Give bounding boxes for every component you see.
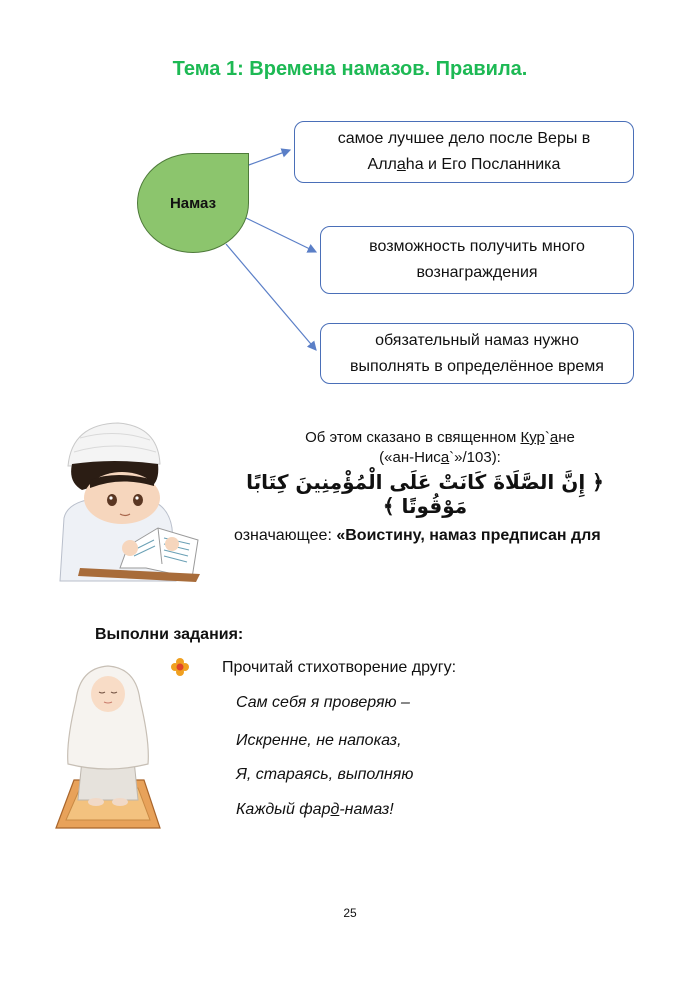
tasks-heading: Выполни задания: xyxy=(95,626,244,643)
flower-bullet-icon xyxy=(170,657,190,677)
namaz-label: Намаз xyxy=(169,194,217,212)
box1-line2-b: hа и Его Посланника xyxy=(405,156,561,173)
source-text-u: а xyxy=(440,449,450,466)
box2-line1: возможность получить много xyxy=(369,238,585,255)
box3-line1: обязательный намаз нужно xyxy=(375,331,579,349)
box1-line2-a: Алл xyxy=(367,156,397,173)
quran-intro xyxy=(240,428,640,468)
meaning-prefix: означающее: xyxy=(234,527,337,544)
box2-line2: вознаграждения xyxy=(416,264,538,281)
intro-text-u1: Кур xyxy=(520,429,545,446)
poem-line-4-b: -намаз! xyxy=(339,801,394,818)
arrow-to-box1 xyxy=(246,150,290,166)
meaning-bold: «Воистину, намаз предписан для xyxy=(336,527,601,544)
box1-line1: самое лучшее дело после Веры в xyxy=(337,130,591,147)
intro-text-c: не xyxy=(558,429,575,446)
arabic-ayah: ﴿ إِنَّ الصَّلَاةَ كَانَتْ عَلَى الْمُؤْمِنِينَ كِتَابًا مَوْقُوتًا ﴾ xyxy=(246,470,604,518)
poem-line-4-u: д xyxy=(330,801,340,818)
arrow-to-box2 xyxy=(246,218,316,252)
source-text-a: («ан-Нис xyxy=(379,449,441,466)
girl-praying-illustration xyxy=(52,660,164,836)
arrow-to-box3 xyxy=(226,244,316,350)
boy-reading-illustration xyxy=(50,418,200,583)
poem-line-4-a: Каждый фар xyxy=(236,801,331,818)
task-instruction: Прочитай стихотворение другу: xyxy=(222,659,457,676)
poem-line-4 xyxy=(236,801,394,819)
diagram-box-reward xyxy=(320,226,634,294)
intro-text-u2: а xyxy=(549,429,559,446)
poem-line-2: Искренне, не напоказ, xyxy=(236,732,402,749)
intro-text-b: ` xyxy=(544,429,550,446)
box1-line2-u: а xyxy=(396,156,406,173)
box3-line2: выполнять в определённое время xyxy=(350,357,604,375)
diagram-box-best-deed xyxy=(294,121,634,183)
intro-text-a: Об этом сказано в священном xyxy=(305,429,521,446)
source-text-b: `»/103): xyxy=(449,449,501,466)
diagram-box-obligatory xyxy=(320,323,634,384)
poem-line-3: Я, стараясь, выполняю xyxy=(236,766,414,783)
ayah-meaning xyxy=(234,527,601,545)
namaz-leaf-node xyxy=(137,153,249,253)
page-number: 25 xyxy=(343,906,357,920)
page-title: Тема 1: Времена намазов. Правила. xyxy=(172,58,528,80)
poem-line-1: Сам себя я проверяю – xyxy=(236,694,410,711)
